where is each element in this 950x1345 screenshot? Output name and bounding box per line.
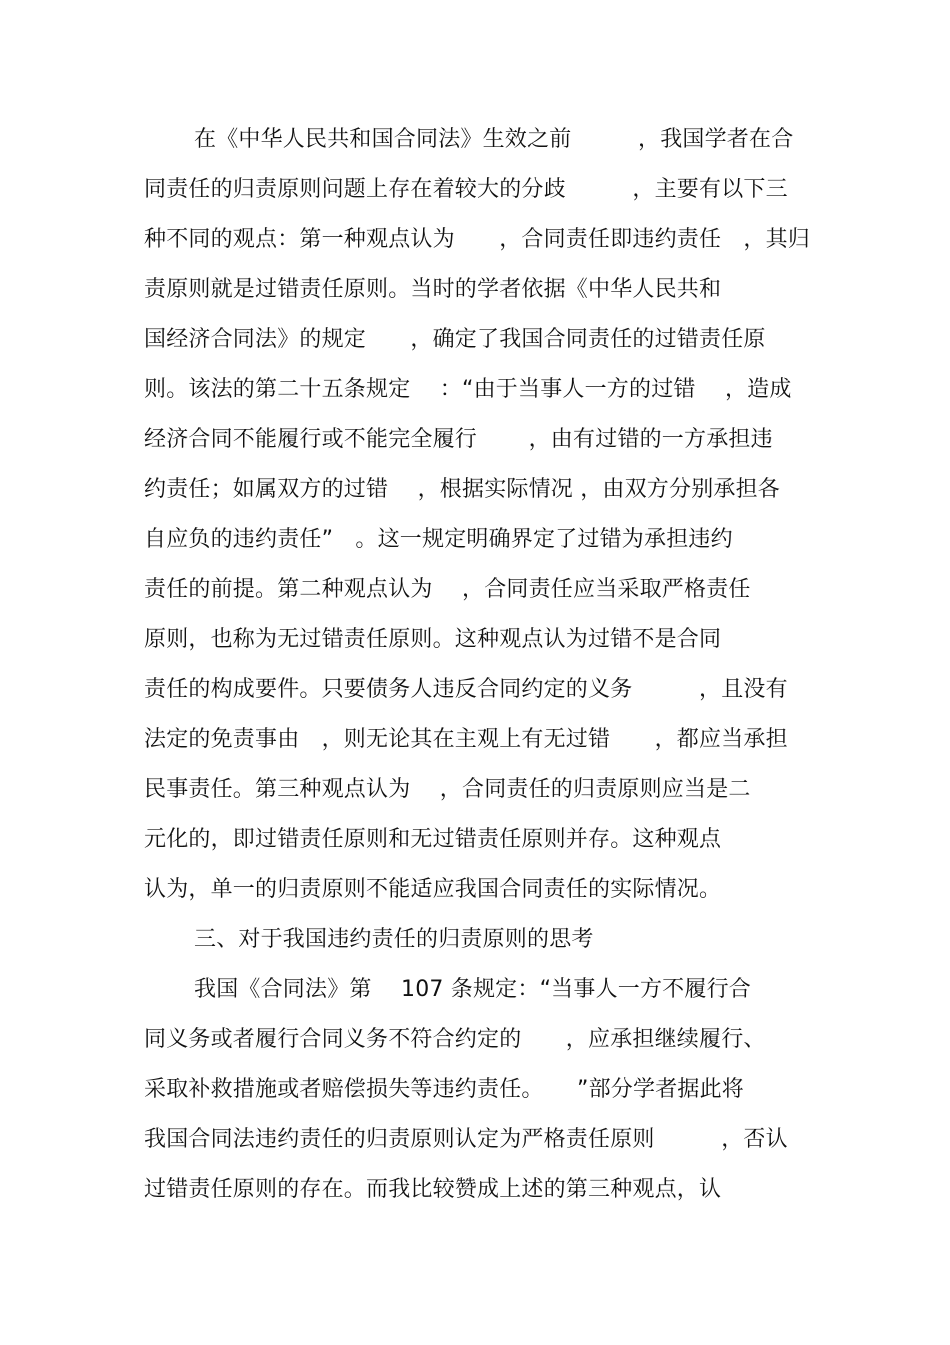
paragraph-line: 原则，也称为无过错责任原则。这种观点认为过错不是合同: [144, 627, 722, 652]
paragraph-line: 约责任；如属双方的过错 ，根据实际情况 ，由双方分别承担各: [144, 477, 780, 502]
paragraph-line: 同义务或者履行合同义务不符合约定的 ，应承担继续履行、: [144, 1027, 766, 1052]
section-heading: 三、对于我国违约责任的归责原则的思考: [194, 927, 594, 952]
paragraph-line: 认为，单一的归责原则不能适应我国合同责任的实际情况。: [144, 877, 722, 902]
paragraph-line: 经济合同不能履行或不能完全履行 ，由有过错的一方承担违: [144, 427, 773, 452]
paragraph-line: 责原则就是过错责任原则。当时的学者依据《中华人民共和: [144, 277, 722, 302]
paragraph-line: 自应负的违约责任” 。这一规定明确界定了过错为承担违约: [144, 527, 733, 552]
paragraph-line: 责任的前提。第二种观点认为 ，合同责任应当采取严格责任: [144, 577, 751, 602]
paragraph-line: 我国《合同法》第 107 条规定：“当事人一方不履行合: [194, 977, 751, 1002]
paragraph-line: 采取补救措施或者赔偿损失等违约责任。 ”部分学者据此将: [144, 1077, 744, 1102]
paragraph-line: 种不同的观点：第一种观点认为 ，合同责任即违约责任 ，其归: [144, 227, 811, 252]
paragraph-line: 责任的构成要件。只要债务人违反合同约定的义务 ，且没有: [144, 677, 788, 702]
paragraph-line: 国经济合同法》的规定 ，确定了我国合同责任的过错责任原: [144, 327, 766, 352]
paragraph-line: 同责任的归责原则问题上存在着较大的分歧 ，主要有以下三: [144, 177, 788, 202]
paragraph-line: 元化的，即过错责任原则和无过错责任原则并存。这种观点: [144, 827, 722, 852]
paragraph-line: 在《中华人民共和国合同法》生效之前 ，我国学者在合: [194, 127, 794, 152]
paragraph-line: 法定的免责事由 ，则无论其在主观上有无过错 ，都应当承担: [144, 727, 788, 752]
paragraph-line: 则。该法的第二十五条规定 ：“由于当事人一方的过错 ，造成: [144, 377, 792, 402]
paragraph-line: 民事责任。第三种观点认为 ，合同责任的归责原则应当是二: [144, 777, 751, 802]
paragraph-line: 过错责任原则的存在。而我比较赞成上述的第三种观点，认: [144, 1177, 722, 1202]
paragraph-line: 我国合同法违约责任的归责原则认定为严格责任原则 ，否认: [144, 1127, 788, 1152]
